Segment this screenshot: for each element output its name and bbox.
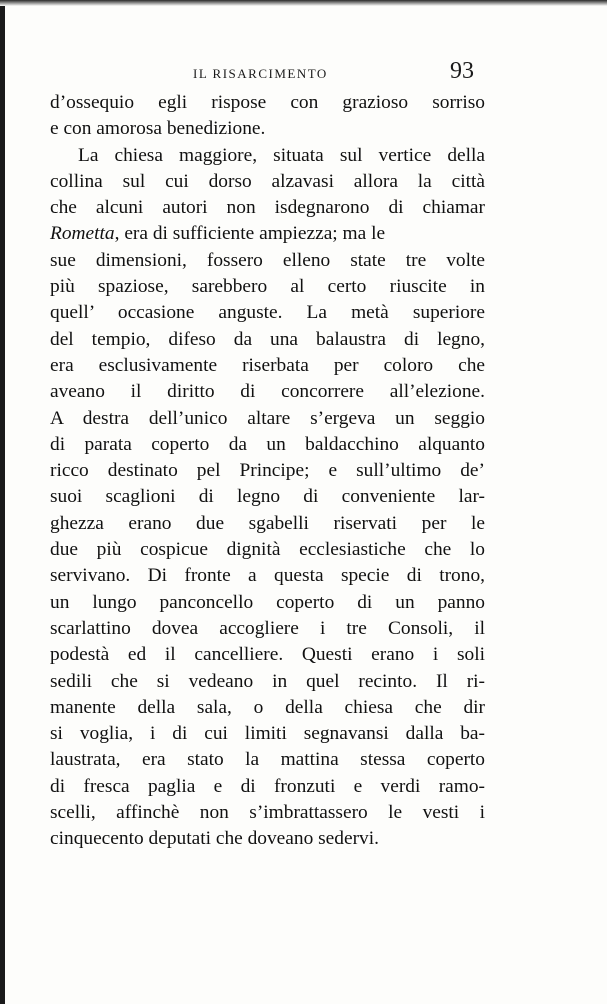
text-line: scelli, affinchè non s’imbrattassero le vesti i [50,802,485,824]
text-line: di fresca paglia e di fronzuti e verdi ramo- [50,775,485,797]
text-line: che alcuni autori non isdegnarono di chiamar [50,197,485,219]
text-line: ricco destinato pel Principe; e sull’ultimo de’ [50,460,485,482]
text-line: ghezza erano due sgabelli riservati per le [50,512,485,534]
text-line: servivano. Di fronte a questa specie di trono, [50,565,485,587]
text-line: d’ossequio egli rispose con grazioso sorriso [50,92,485,113]
running-head: IL RISARCIMENTO [193,66,328,81]
text-line: più spaziose, sarebbero al certo riuscite in [50,276,485,298]
page-top-edge [0,0,607,6]
text-line: sue dimensioni, fossero elleno state tre volte [50,249,485,271]
text-line-italic [50,221,485,247]
page-left-edge [0,0,5,1004]
text-line: La chiesa maggiore, situata sul vertice della [78,144,485,166]
text-line: del tempio, difeso da una balaustra di legno, [50,328,485,350]
body-text [50,90,485,853]
text-line: scarlattino dovea accogliere i tre Consoli, il [50,617,485,639]
text-line: quell’ occasione anguste. La metà superiore [50,302,485,324]
page-header [50,58,490,92]
text-line-rest: , era di sufficiente ampiezza; ma le [114,223,386,245]
text-line: A destra dell’unico altare s’ergeva un seggio [50,407,485,429]
text-line: laustrata, era stato la mattina stessa coperto [50,749,485,771]
text-line: podestà ed il cancelliere. Questi erano i soli [50,644,485,666]
text-line: suoi scaglioni di legno di conveniente lar- [50,486,485,508]
text-line: di parata coperto da un baldacchino alquanto [50,433,485,455]
text-line: era esclusivamente riserbata per coloro che [50,354,485,376]
page-number: 93 [450,58,474,84]
text-line: un lungo panconcello coperto di un panno [50,591,485,613]
italic-word: Rometta [50,223,115,245]
text-line: cinquecento deputati che doveano sedervi. [50,828,379,850]
text-line: e con amorosa benedizione. [50,118,266,140]
text-line: due più cospicue dignità ecclesiastiche che lo [50,539,485,561]
text-line: manente della sala, o della chiesa che dir [50,696,485,718]
text-line: si voglia, i di cui limiti segnavansi dalla ba- [50,723,485,745]
text-line: aveano il diritto di concorrere all’elezione. [50,381,485,403]
text-line: collina sul cui dorso alzavasi allora la città [50,170,485,192]
text-line: sedili che si vedeano in quel recinto. Il ri- [50,670,485,692]
